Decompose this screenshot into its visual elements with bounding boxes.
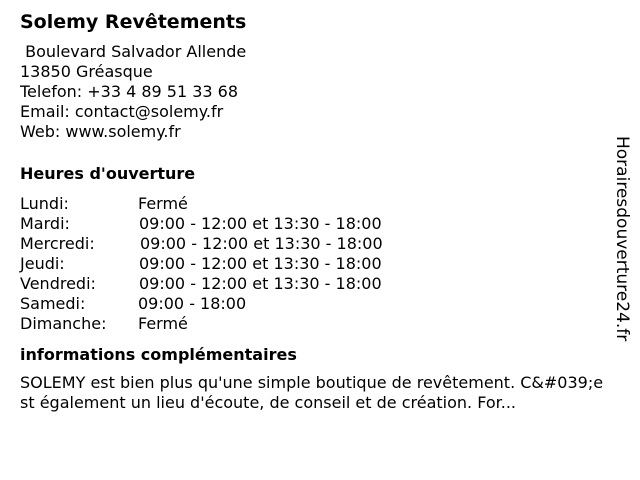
day-label: Mercredi:	[20, 234, 95, 253]
hours-row-samedi	[20, 294, 610, 314]
email-line: Email: contact@solemy.fr	[20, 102, 224, 121]
hours-value: 09:00 - 12:00 et 13:30 - 18:00	[139, 214, 382, 233]
street-address: Boulevard Salvador Allende	[20, 42, 247, 61]
web-line: Web: www.solemy.fr	[20, 122, 181, 141]
hours-value: Fermé	[138, 314, 188, 333]
day-label: Mardi:	[20, 214, 70, 233]
hours-table	[20, 194, 610, 334]
listing-page	[20, 10, 610, 413]
hours-value: 09:00 - 18:00	[138, 294, 247, 313]
city-postcode: 13850 Gréasque	[20, 62, 153, 81]
hours-heading: Heures d'ouverture	[20, 164, 196, 183]
hours-row-jeudi	[20, 254, 610, 274]
hours-row-mercredi	[20, 234, 610, 254]
hours-value: 09:00 - 12:00 et 13:30 - 18:00	[139, 274, 382, 293]
hours-value: 09:00 - 12:00 et 13:30 - 18:00	[139, 254, 382, 273]
hours-row-vendredi	[20, 274, 610, 294]
day-label: Dimanche:	[20, 314, 107, 333]
hours-value: Fermé	[138, 194, 188, 213]
hours-row-mardi	[20, 214, 610, 234]
phone-line: Telefon: +33 4 89 51 33 68	[20, 82, 239, 101]
day-label: Jeudi:	[20, 254, 65, 273]
day-label: Samedi:	[20, 294, 86, 313]
day-label: Vendredi:	[20, 274, 96, 293]
contact-block	[20, 42, 610, 142]
info-description: SOLEMY est bien plus qu'une simple boutique de revêtement. C&#039;est également un lieu d'écoute, de conseil et de création. For...	[20, 373, 604, 412]
site-watermark: Horairesdouverture24.fr	[612, 136, 632, 342]
hours-row-lundi	[20, 194, 610, 214]
info-heading: informations complémentaires	[20, 345, 297, 364]
hours-row-dimanche	[20, 314, 610, 334]
business-name: Solemy Revêtements	[20, 11, 247, 33]
hours-value: 09:00 - 12:00 et 13:30 - 18:00	[140, 234, 383, 253]
day-label: Lundi:	[20, 194, 69, 213]
